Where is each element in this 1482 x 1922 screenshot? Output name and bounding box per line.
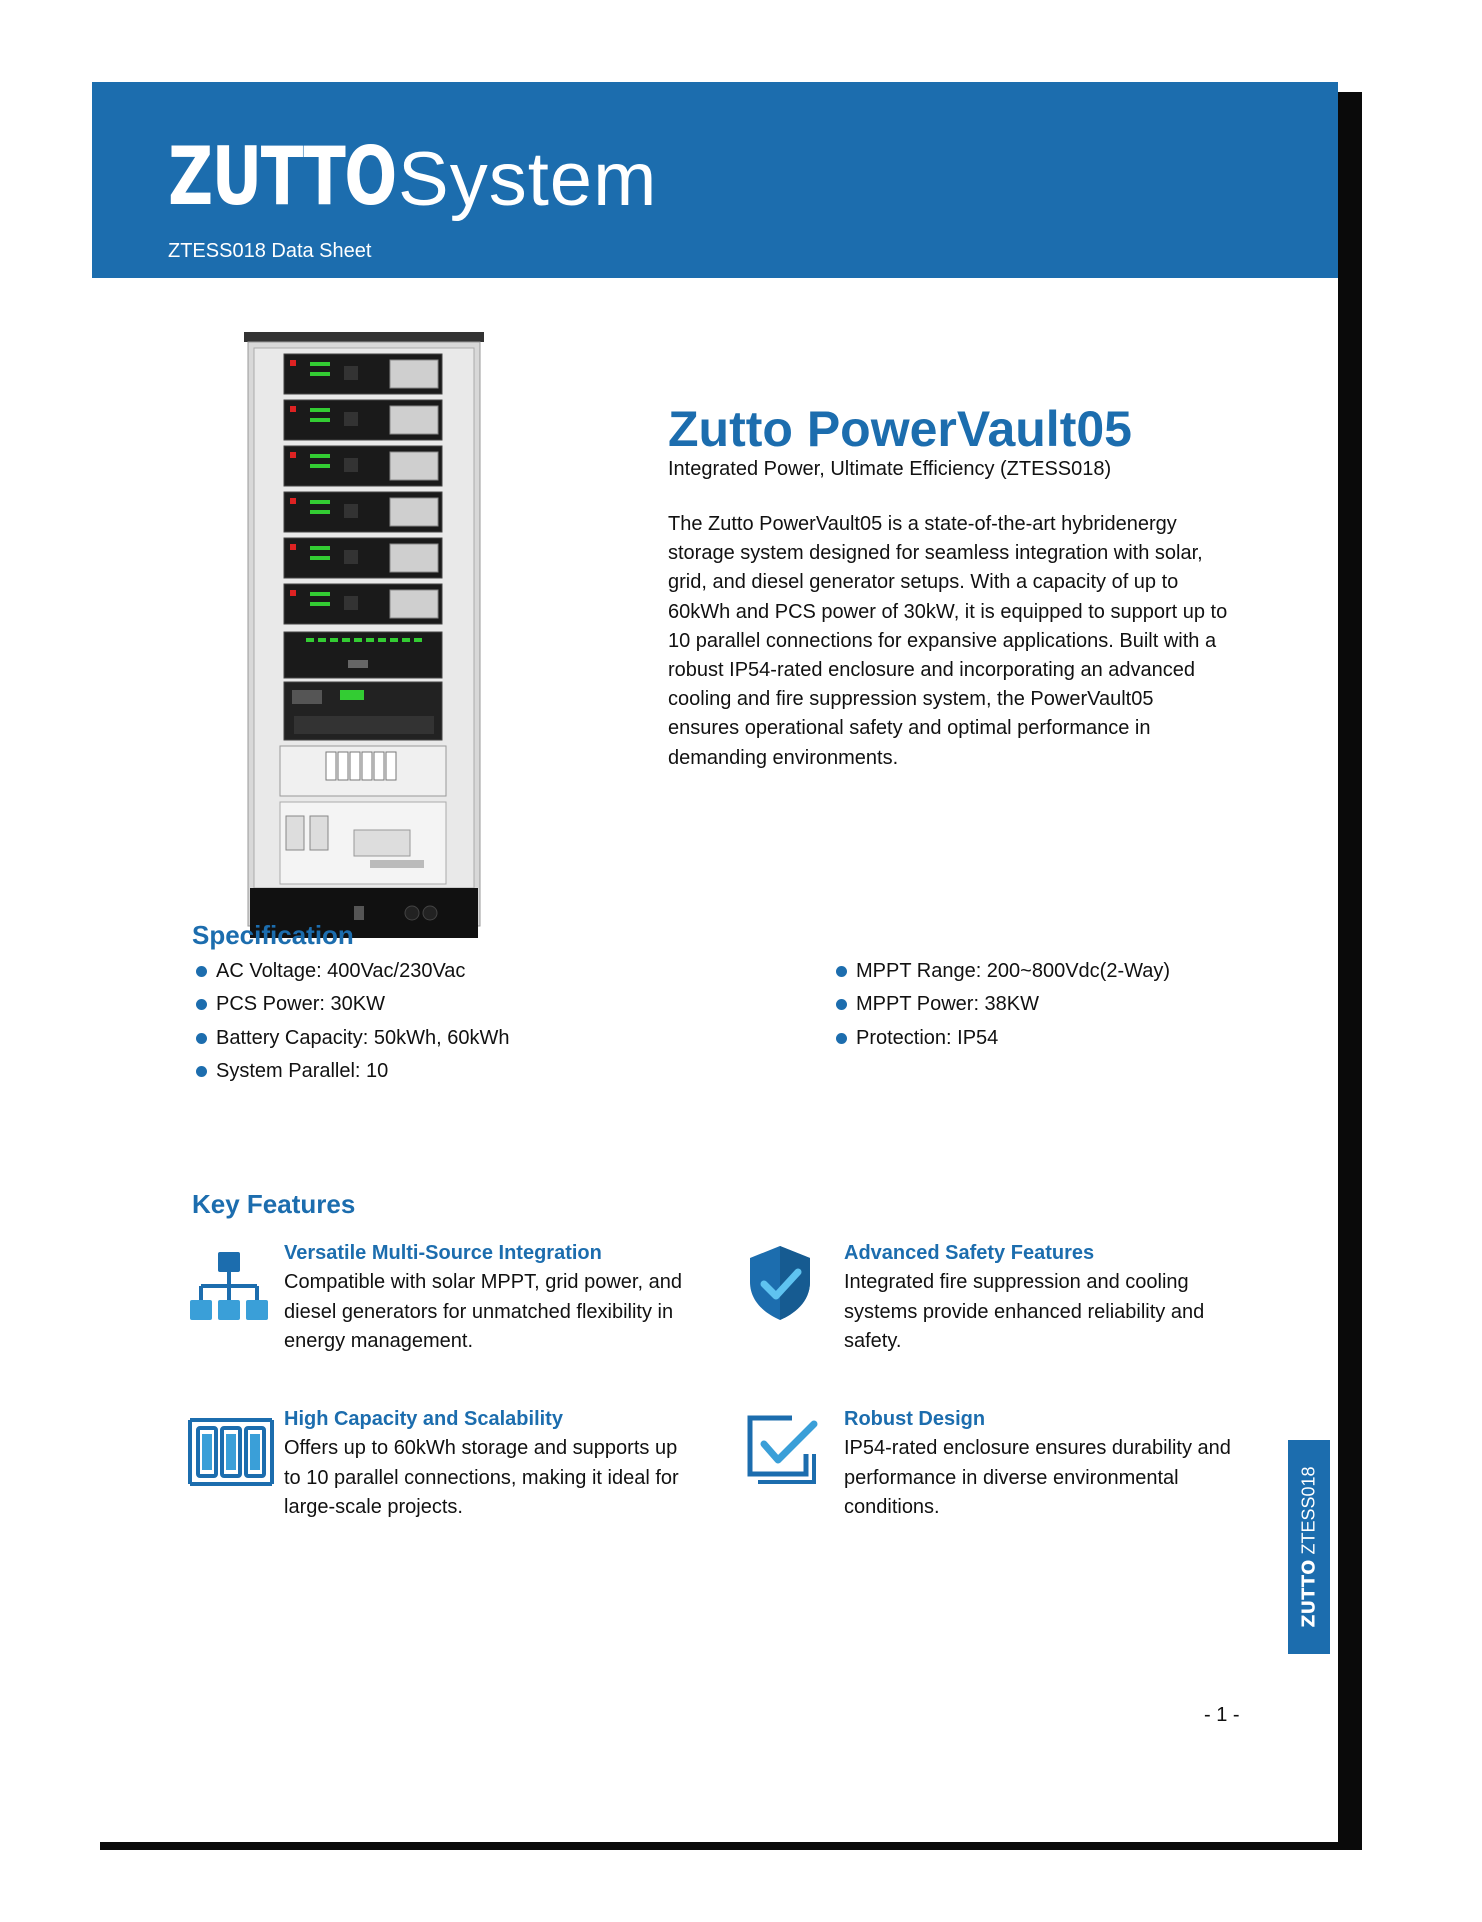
spec-list-left: [196, 955, 509, 1088]
brand-logo: [168, 130, 658, 223]
product-title: Zutto PowerVault05: [668, 401, 1132, 457]
spec-list-right: [836, 955, 1170, 1055]
shield-check-icon: [746, 1244, 814, 1322]
page-number: - 1 -: [1204, 1704, 1240, 1726]
key-features-heading: Key Features: [192, 1189, 356, 1219]
side-tab: [1288, 1440, 1330, 1654]
feature-title: Robust Design: [844, 1408, 986, 1430]
side-tab-text: [1299, 1466, 1320, 1627]
battery-parallel-icon: [186, 1414, 276, 1490]
feature-description: Compatible with solar MPPT, grid power, and diesel generators for unmatched flexibility in energy management.: [284, 1271, 682, 1352]
feature-title: Advanced Safety Features: [844, 1242, 1095, 1264]
side-tab-brand: ZUTTO: [1298, 1559, 1320, 1628]
spec-item: MPPT Range: 200~800Vdc(2-Way): [836, 955, 1170, 988]
feature-description: Offers up to 60kWh storage and supports up to 10 parallel connections, making it ideal for large-scale projects.: [284, 1437, 679, 1518]
feature-description: Integrated fire suppression and cooling systems provide enhanced reliability and safety.: [844, 1271, 1205, 1352]
brand-suffix: System: [398, 137, 658, 222]
feature-description: IP54-rated enclosure ensures durability and performance in diverse environmental conditions.: [844, 1437, 1231, 1518]
document-page: [92, 82, 1338, 1842]
feature-title: High Capacity and Scalability: [284, 1408, 563, 1430]
hierarchy-icon: [188, 1248, 270, 1330]
spec-item: Battery Capacity: 50kWh, 60kWh: [196, 1022, 509, 1055]
checkbox-icon: [746, 1414, 824, 1490]
spec-item: AC Voltage: 400Vac/230Vac: [196, 955, 509, 988]
brand-name: ZUTTO: [168, 130, 396, 223]
product-subtitle: Integrated Power, Ultimate Efficiency (ZTESS018): [668, 458, 1112, 480]
product-cabinet-image: [244, 332, 484, 944]
product-description: The Zutto PowerVault05 is a state-of-the-art hybridenergy storage system designed for seamless integration with solar, grid, and diesel generator setups. With a capacity of up to 60kWh and PCS power of 30kW, it is equipped to support up to 10 parallel connections for expansive applications. Built with a robust IP54-rated enclosure and incorporating an advanced cooling and fire suppression system, the PowerVault05 ensures operational safety and optimal performance in demanding environments.: [668, 513, 1228, 769]
header-banner: [92, 82, 1338, 278]
spec-item: Protection: IP54: [836, 1022, 1170, 1055]
sheet-label: ZTESS018 Data Sheet: [168, 240, 372, 262]
feature-title: Versatile Multi-Source Integration: [284, 1242, 602, 1264]
side-tab-code: ZTESS018: [1298, 1466, 1319, 1555]
specification-heading: Specification: [192, 920, 354, 950]
spec-item: MPPT Power: 38KW: [836, 988, 1170, 1021]
spec-item: System Parallel: 10: [196, 1055, 509, 1088]
spec-item: PCS Power: 30KW: [196, 988, 509, 1021]
